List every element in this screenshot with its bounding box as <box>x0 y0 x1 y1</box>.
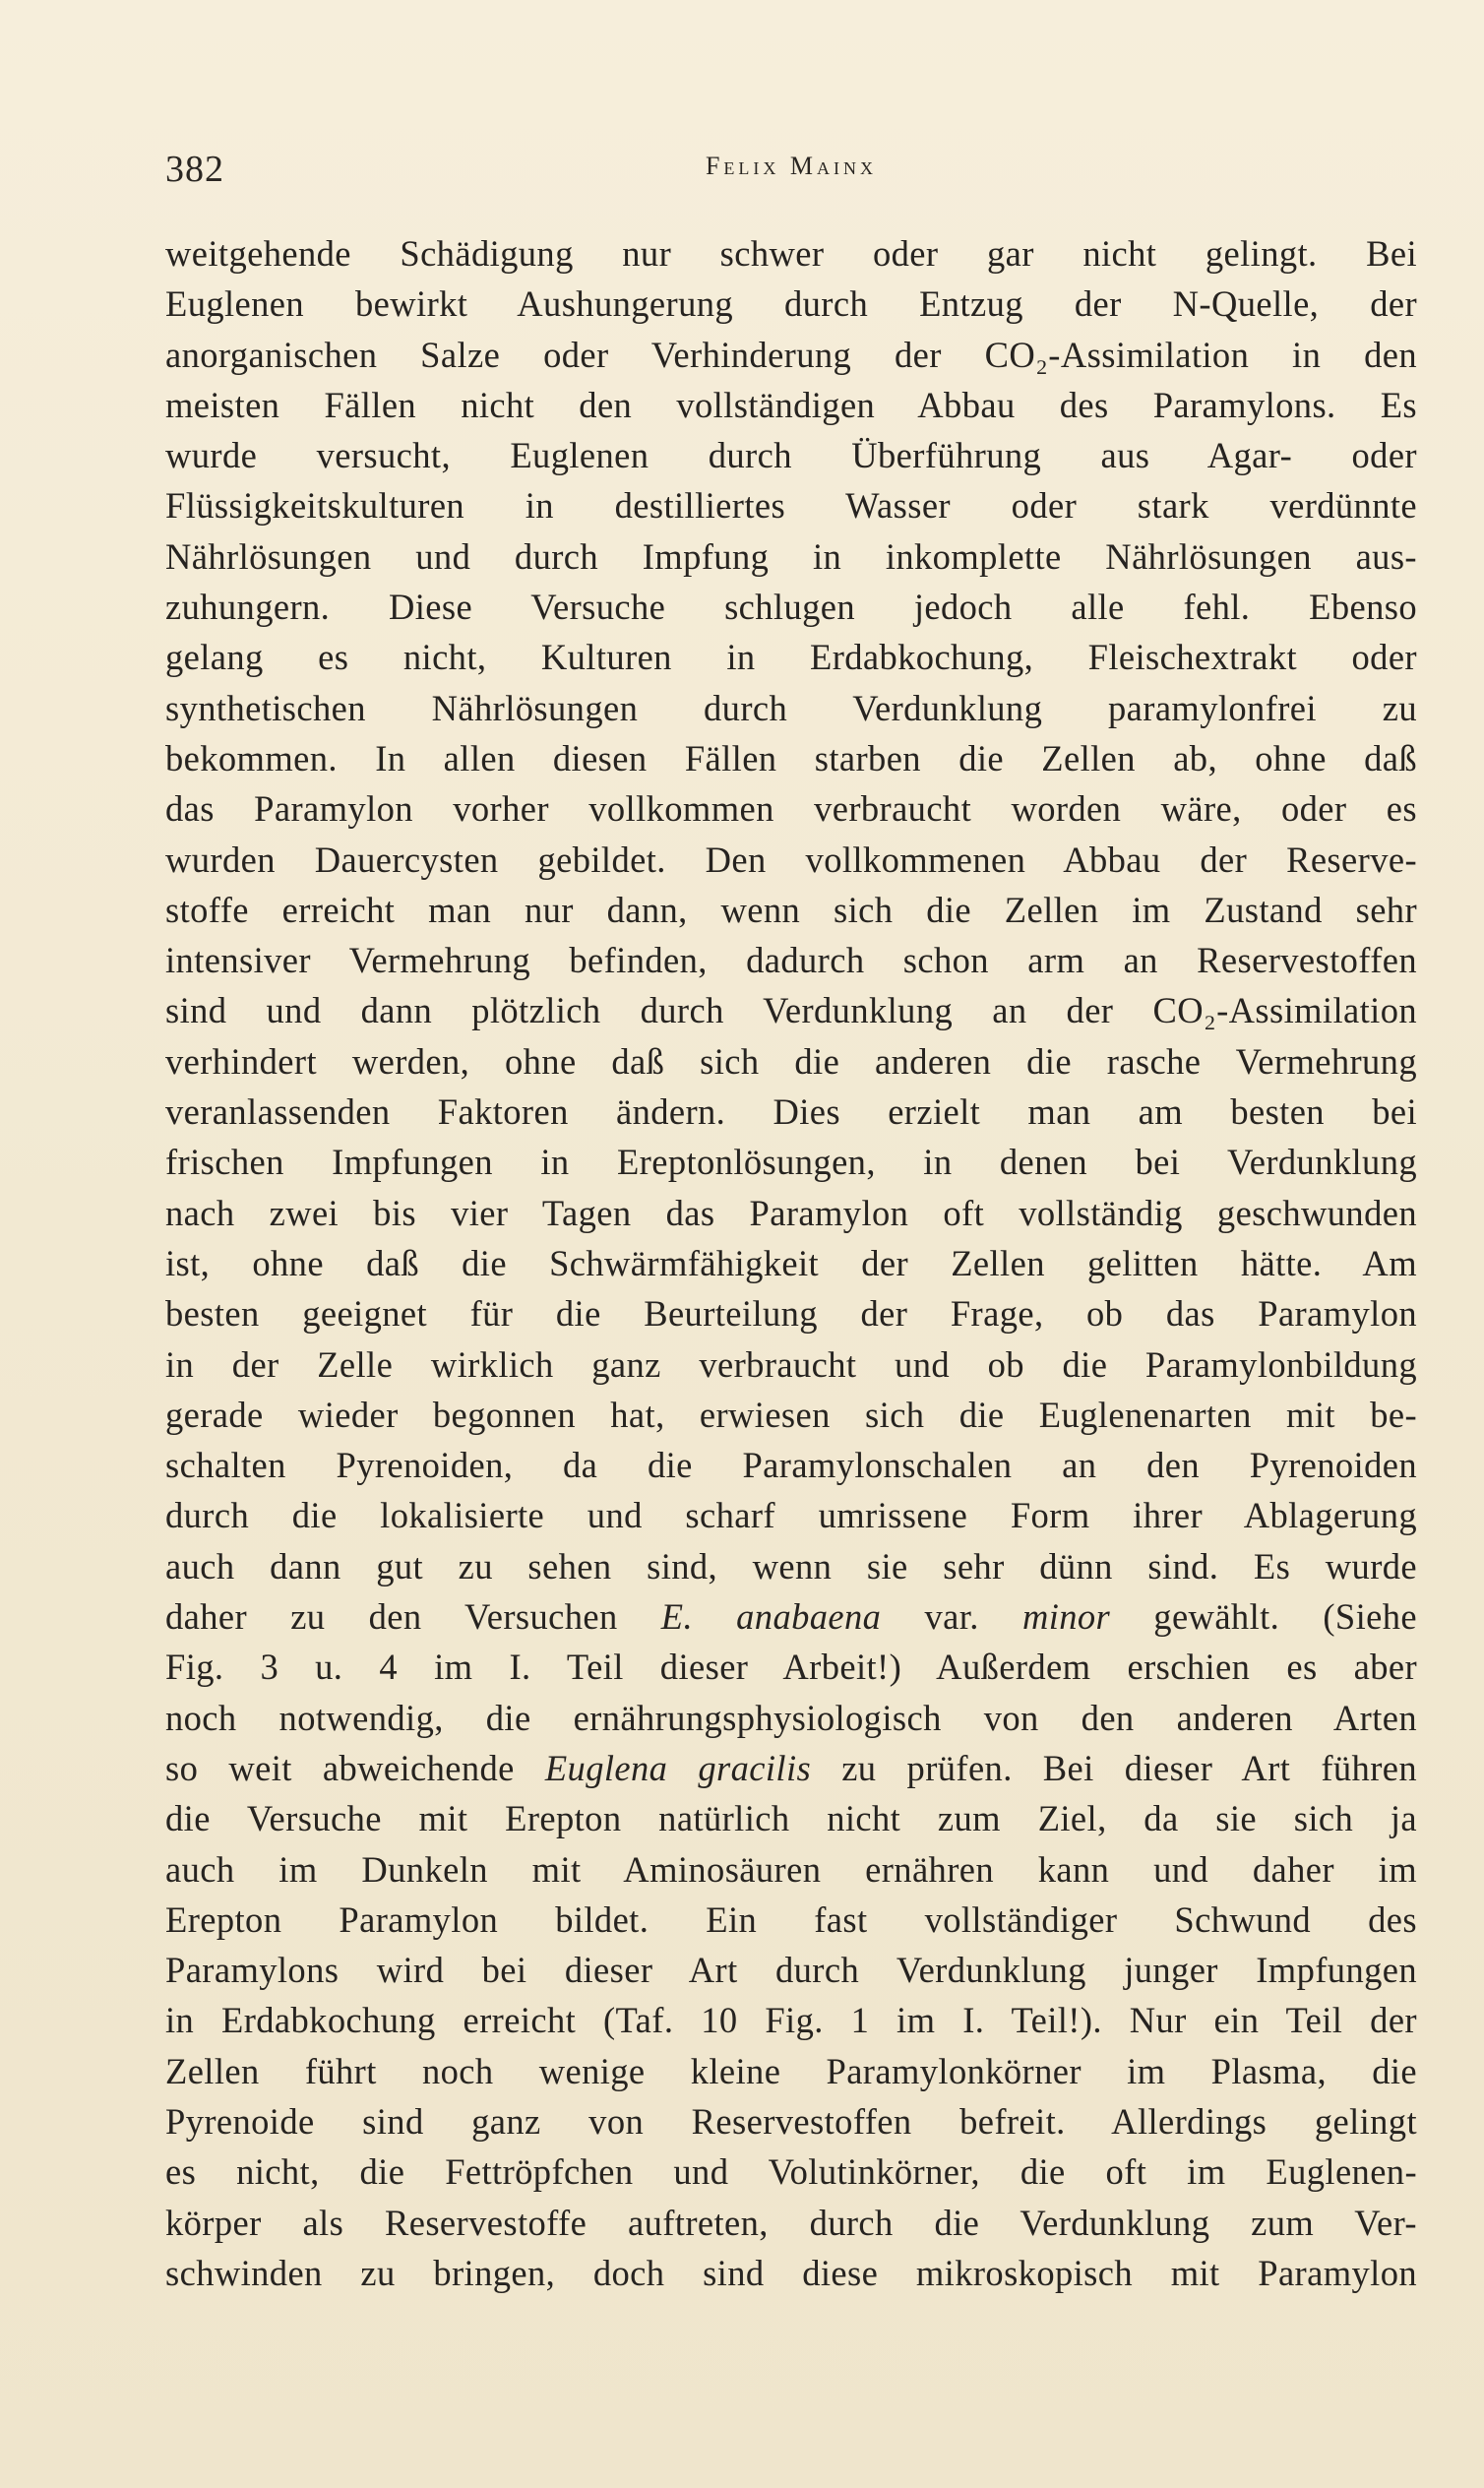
text-line: bekommen. In allen diesen Fällen starben die Zellen ab, ohne daß <box>165 737 1417 778</box>
text-line: frischen Impfungen in Ereptonlösungen, in denen bei Verdunklung <box>165 1142 1417 1183</box>
text-line: in Erdabkochung erreicht (Taf. 10 Fig. 1 im I. Teil!). Nur ein Teil der <box>165 2000 1417 2041</box>
text-line: zuhungern. Diese Versuche schlugen jedoch alle fehl. Ebenso <box>165 587 1417 628</box>
text-line: Nährlösungen und durch Impfung in inkomplette Nährlösungen aus- <box>165 535 1417 577</box>
text-line: das Paramylon vorher vollkommen verbraucht worden wäre, oder es <box>165 788 1417 830</box>
text-line: intensiver Vermehrung befinden, dadurch schon arm an Reservestoffen <box>165 940 1417 981</box>
page-header <box>165 148 1417 207</box>
text-line: Erepton Paramylon bildet. Ein fast vollständiger Schwund des <box>165 1898 1417 1940</box>
text-line: körper als Reservestoffe auftreten, durch die Verdunklung zum Ver- <box>165 2202 1417 2243</box>
running-head: Felix Mainx <box>705 152 878 180</box>
text-line: gerade wieder begonnen hat, erwiesen sich die Euglenenarten mit be- <box>165 1394 1417 1435</box>
text-line: schwinden zu bringen, doch sind diese mikroskopisch mit Paramylon <box>165 2252 1417 2293</box>
text-line: meisten Fällen nicht den vollständigen Abbau des Paramylons. Es <box>165 384 1417 425</box>
text-line: verhindert werden, ohne daß sich die anderen die rasche Vermehrung <box>165 1040 1417 1082</box>
text-line: Paramylons wird bei dieser Art durch Verdunklung junger Impfungen <box>165 1950 1417 1991</box>
page-number: 382 <box>165 149 224 190</box>
text-line: es nicht, die Fettröpfchen und Volutinkörner, die oft im Euglenen- <box>165 2151 1417 2193</box>
text-line: Fig. 3 u. 4 im I. Teil dieser Arbeit!) Außerdem erschien es aber <box>165 1647 1417 1688</box>
text-line: gelang es nicht, Kulturen in Erdabkochung, Fleischextrakt oder <box>165 637 1417 678</box>
text-line: so weit abweichende Euglena gracilis zu prüfen. Bei dieser Art führen <box>165 1747 1417 1788</box>
text-line: daher zu den Versuchen E. anabaena var. minor gewählt. (Siehe <box>165 1596 1417 1638</box>
text-line: Pyrenoide sind ganz von Reservestoffen befreit. Allerdings gelingt <box>165 2100 1417 2142</box>
text-line: ist, ohne daß die Schwärmfähigkeit der Zellen gelitten hätte. Am <box>165 1242 1417 1283</box>
text-line: durch die lokalisierte und scharf umrissene Form ihrer Ablagerung <box>165 1495 1417 1536</box>
text-line: Euglenen bewirkt Aushungerung durch Entzug der N-Quelle, der <box>165 283 1417 325</box>
body-text <box>165 228 1417 2298</box>
text-line: schalten Pyrenoiden, da die Paramylonschalen an den Pyrenoiden <box>165 1445 1417 1486</box>
text-line: in der Zelle wirklich ganz verbraucht und ob die Paramylonbildung <box>165 1343 1417 1385</box>
text-line: sind und dann plötzlich durch Verdunklung an der CO₂-Assimilation <box>165 990 1417 1031</box>
text-line: auch im Dunkeln mit Aminosäuren ernähren kann und daher im <box>165 1848 1417 1890</box>
text-line: Zellen führt noch wenige kleine Paramylonkörner im Plasma, die <box>165 2050 1417 2091</box>
text-line: auch dann gut zu sehen sind, wenn sie sehr dünn sind. Es wurde <box>165 1545 1417 1586</box>
text-line: besten geeignet für die Beurteilung der Frage, ob das Paramylon <box>165 1293 1417 1335</box>
text-line: synthetischen Nährlösungen durch Verdunklung paramylonfrei zu <box>165 687 1417 728</box>
text-line: wurde versucht, Euglenen durch Überführung aus Agar- oder <box>165 435 1417 476</box>
text-line: die Versuche mit Erepton natürlich nicht zum Ziel, da sie sich ja <box>165 1798 1417 1839</box>
text-line: wurden Dauercysten gebildet. Den vollkommenen Abbau der Reserve- <box>165 839 1417 880</box>
text-line: anorganischen Salze oder Verhinderung der CO₂-Assimilation in den <box>165 334 1417 375</box>
text-line: weitgehende Schädigung nur schwer oder gar nicht gelingt. Bei <box>165 233 1417 274</box>
text-line: noch notwendig, die ernährungsphysiologisch von den anderen Arten <box>165 1697 1417 1738</box>
text-line: Flüssigkeitskulturen in destilliertes Wasser oder stark verdünnte <box>165 485 1417 527</box>
text-line: nach zwei bis vier Tagen das Paramylon oft vollständig geschwunden <box>165 1192 1417 1233</box>
text-line: stoffe erreicht man nur dann, wenn sich die Zellen im Zustand sehr <box>165 889 1417 930</box>
text-line: veranlassenden Faktoren ändern. Dies erzielt man am besten bei <box>165 1091 1417 1133</box>
